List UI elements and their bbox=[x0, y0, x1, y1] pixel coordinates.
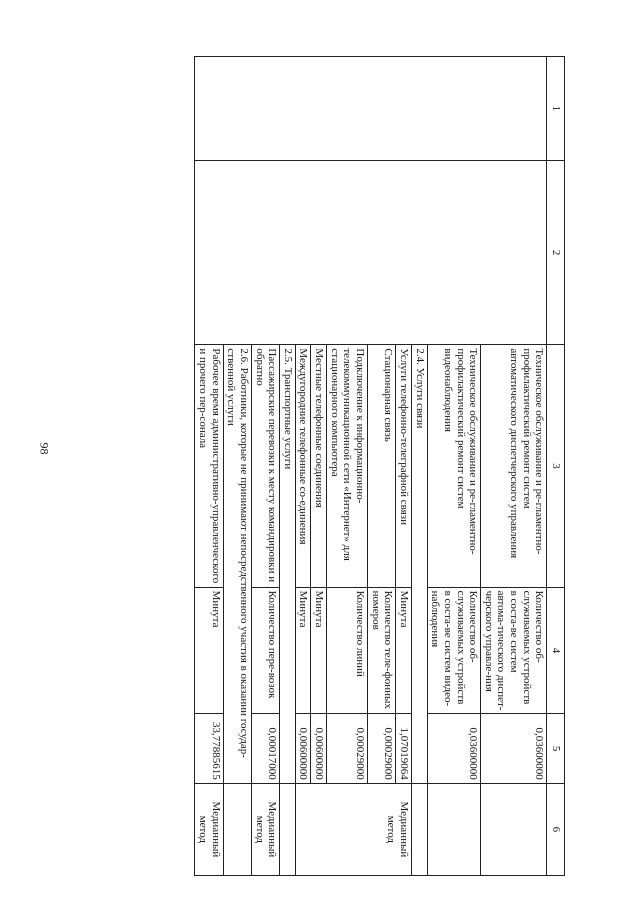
method-cell bbox=[280, 783, 296, 875]
unit-cell: Минута bbox=[311, 587, 327, 714]
method-cell: Медианный метод bbox=[251, 783, 279, 875]
service-name: Междугородние телефонные со-единения bbox=[295, 345, 311, 587]
table-container bbox=[85, 56, 565, 876]
service-name: Подключение к информационно-телекоммуникационной сети «Интернет» для стационарного компьютера bbox=[327, 345, 368, 587]
value-cell: 0,03600000 bbox=[427, 714, 481, 783]
service-name: Услуги телефонно-телеграфной связи bbox=[396, 345, 412, 587]
value-cell: 0,00017000 bbox=[251, 714, 279, 783]
header-cell: 5 bbox=[547, 714, 565, 783]
blank-cell-col1 bbox=[195, 57, 547, 161]
table-header-row bbox=[547, 57, 565, 876]
unit-cell: Минута bbox=[195, 587, 223, 714]
header-cell: 6 bbox=[547, 783, 565, 875]
method-cell bbox=[427, 783, 481, 875]
table-row bbox=[481, 57, 547, 876]
unit-cell: Минута bbox=[295, 587, 311, 714]
section-title: 2.4. Услуги связи bbox=[411, 345, 427, 783]
rotated-page bbox=[85, 56, 565, 876]
method-cell: Медианный метод bbox=[295, 783, 411, 875]
unit-cell: Количество пере-возок bbox=[251, 587, 279, 714]
services-table bbox=[194, 56, 565, 876]
header-cell: 1 bbox=[547, 57, 565, 161]
section-title: 2.5. Транспортные услуги bbox=[280, 345, 296, 783]
value-cell: 1,07019064 bbox=[396, 714, 412, 783]
service-name: Техническое обслуживание и ре-гламентно-профилактический ремонт систем видеонаблюдения bbox=[427, 345, 481, 587]
unit-cell: Количество об-служиваемых устройств в соста-ве систем автома-тического диспет-черского управле-ния bbox=[481, 587, 547, 714]
service-name: Пассажирские перевозки к месту командировки и обратно bbox=[251, 345, 279, 587]
service-name: Местные телефонные соединения bbox=[311, 345, 327, 587]
header-cell: 2 bbox=[547, 160, 565, 345]
value-cell: 33,77885615 bbox=[195, 714, 223, 783]
method-cell bbox=[223, 783, 251, 875]
value-cell: 0,00600000 bbox=[311, 714, 327, 783]
value-cell: 0,00029000 bbox=[327, 714, 368, 783]
value-cell: 0,00600000 bbox=[295, 714, 311, 783]
method-cell bbox=[411, 783, 427, 875]
service-name: Стационарная связь bbox=[368, 345, 396, 587]
unit-cell: Количество об-служиваемых устройств в соста-ве систем видео-наблюдения bbox=[427, 587, 481, 714]
value-cell: 0,00029000 bbox=[368, 714, 396, 783]
service-name: Техническое обслуживание и ре-гламентно-профилактический ремонт систем автоматического диспетчерского управления bbox=[481, 345, 547, 587]
unit-cell: Количество теле-фонных номеров bbox=[368, 587, 396, 714]
section-title: 2.6. Работники, которые не принимают непосредственного участия в оказании государ-ственной услуги bbox=[223, 345, 251, 783]
method-cell bbox=[481, 783, 547, 875]
unit-cell: Минута bbox=[396, 587, 412, 714]
method-cell: Медианный метод bbox=[195, 783, 223, 875]
header-cell: 4 bbox=[547, 587, 565, 714]
blank-cell-col2 bbox=[195, 160, 547, 345]
value-cell: 0,03600000 bbox=[481, 714, 547, 783]
unit-cell: Количество линий bbox=[327, 587, 368, 714]
table-body bbox=[195, 57, 547, 876]
header-cell: 3 bbox=[547, 345, 565, 587]
page-number: 98 bbox=[37, 442, 52, 455]
service-name: Рабочее время административно-управленческого и прочего пер-сонала bbox=[195, 345, 223, 587]
